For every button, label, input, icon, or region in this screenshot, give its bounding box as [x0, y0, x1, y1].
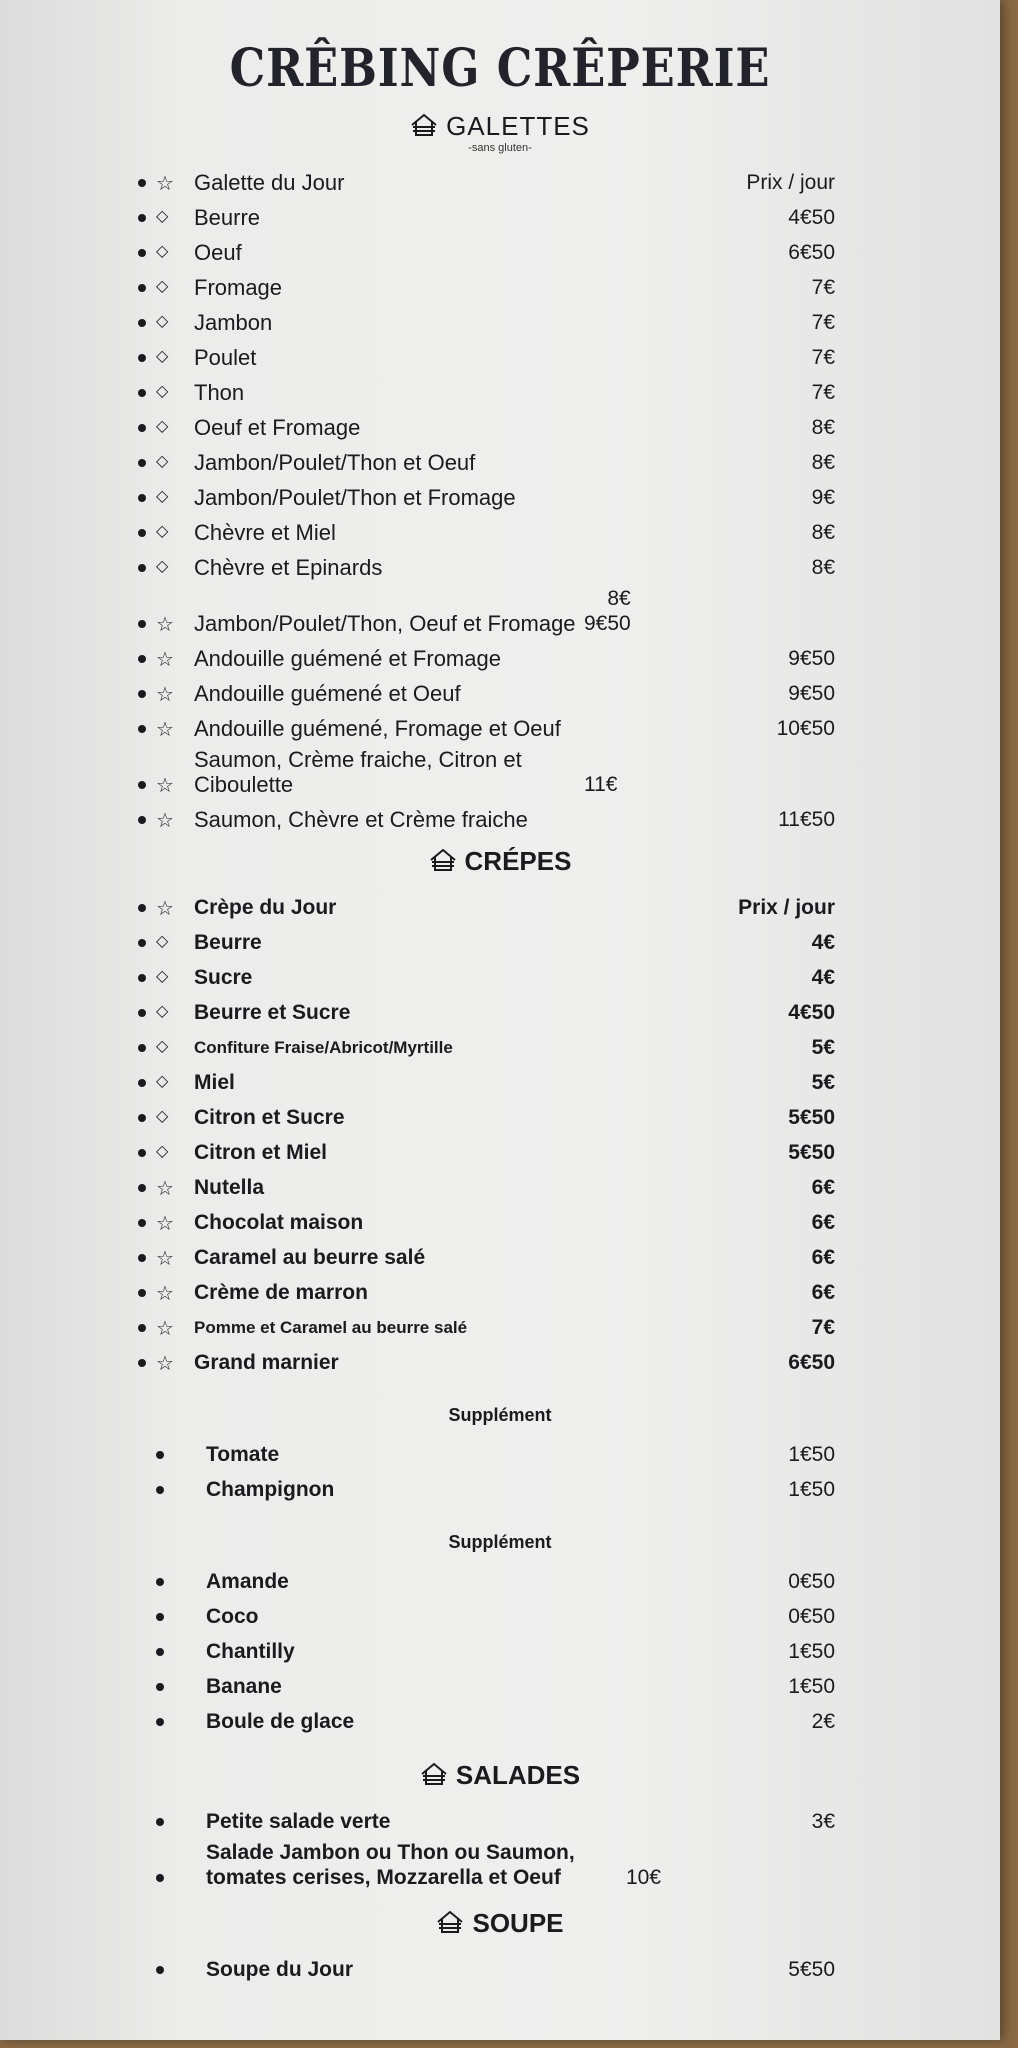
star-icon: ☆ [156, 1176, 174, 1200]
menu-item-label: Boule de glace [206, 1710, 355, 1733]
menu-item-price: 1€50 [788, 1675, 835, 1698]
menu-item-label: Beurre [194, 205, 261, 230]
menu-item [0, 1029, 835, 1064]
menu-item [0, 164, 835, 199]
menu-item [0, 924, 835, 959]
soupe-heading [0, 1908, 1000, 1941]
diamond-icon: ◇ [156, 521, 169, 540]
bullet-icon [138, 214, 146, 222]
star-icon: ☆ [156, 647, 174, 671]
menu-item [0, 745, 835, 801]
menu-item-label: Chèvre et Epinards [194, 555, 383, 580]
menu-item [0, 994, 835, 1029]
diamond-icon: ◇ [156, 1141, 169, 1160]
house-icon [420, 1762, 448, 1793]
menu-item-label: Saumon, Chèvre et Crème fraiche [194, 807, 528, 832]
bullet-icon [138, 564, 146, 572]
house-icon [436, 1910, 464, 1941]
star-icon: ☆ [156, 1281, 174, 1305]
star-icon: ☆ [156, 773, 174, 797]
diamond-icon: ◇ [156, 931, 169, 950]
salades-list [0, 1803, 1000, 1894]
bullet-icon [138, 939, 146, 947]
star-icon: ☆ [156, 612, 174, 636]
menu-item [0, 1204, 835, 1239]
menu-item-label: Oeuf et Fromage [194, 415, 361, 440]
menu-item-price: 4€ [811, 966, 835, 989]
star-icon: ☆ [156, 717, 174, 741]
bullet-icon [138, 354, 146, 362]
menu-item-label: Miel [194, 1071, 235, 1094]
menu-item-label: Saumon, Crème fraiche, Citron et Ciboulette [194, 747, 522, 797]
menu-item [0, 199, 835, 234]
menu-item-label: Confiture Fraise/Abricot/Myrtille [194, 1038, 453, 1057]
diamond-icon: ◇ [156, 346, 169, 365]
menu-item-label: Beurre [194, 931, 262, 954]
menu-item-price: 9€50 [788, 647, 835, 670]
diamond-icon: ◇ [156, 381, 169, 400]
menu-item-label: Andouille guémené et Oeuf [194, 681, 461, 706]
menu-item-label: Andouille guémené, Fromage et Oeuf [194, 716, 561, 741]
bullet-icon [138, 424, 146, 432]
menu-item-price: 0€50 [788, 1605, 835, 1628]
bullet-icon [156, 1578, 164, 1586]
house-icon [429, 848, 457, 879]
menu-item [0, 889, 835, 924]
menu-item [0, 1436, 835, 1471]
menu-item-price: 8€ [811, 521, 835, 544]
salades-heading-label: SALADES [455, 1760, 581, 1790]
diamond-icon: ◇ [156, 206, 169, 225]
menu-item-label: Petite salade verte [206, 1810, 391, 1833]
diamond-icon: ◇ [156, 416, 169, 435]
menu-item-price: 8€ [811, 416, 835, 439]
menu-item-label: Crème de marron [194, 1281, 368, 1304]
supplement-savory-list [0, 1436, 1000, 1506]
menu-item-price: 10€ [626, 1866, 662, 1889]
menu-item-label: Banane [206, 1675, 282, 1698]
bullet-icon [138, 1079, 146, 1087]
bullet-icon [138, 1009, 146, 1017]
menu-item-price: 5€50 [788, 1958, 835, 1981]
menu-item [0, 1803, 835, 1838]
bullet-icon [138, 529, 146, 537]
galettes-heading-label: GALETTES [446, 111, 590, 141]
menu-item-label: Jambon/Poulet/Thon et Oeuf [194, 450, 476, 475]
menu-item-price: 7€ [811, 1316, 835, 1339]
bullet-icon [156, 1718, 164, 1726]
bullet-icon [138, 1359, 146, 1367]
diamond-icon: ◇ [156, 966, 169, 985]
crepes-heading-label: CRÉPES [464, 846, 572, 876]
bullet-icon [138, 974, 146, 982]
bullet-icon [138, 284, 146, 292]
menu-item [0, 801, 835, 836]
bullet-icon [138, 1254, 146, 1262]
star-icon: ☆ [156, 1211, 174, 1235]
menu-item [0, 339, 835, 374]
menu-item [0, 549, 835, 584]
menu-item [0, 1838, 835, 1894]
menu-item-price: 7€ [811, 381, 835, 404]
menu-item-price: Prix / jour [746, 171, 835, 194]
menu-item-label: Salade Jambon ou Thon ou Saumon, tomates cerises, Mozzarella et Oeuf [206, 1841, 575, 1889]
menu-item [0, 479, 835, 514]
menu-item-label: Beurre et Sucre [194, 1001, 351, 1024]
diamond-icon: ◇ [156, 486, 169, 505]
star-icon: ☆ [156, 808, 174, 832]
star-icon: ☆ [156, 1316, 174, 1340]
menu-item-price: 9€50 [788, 682, 835, 705]
menu-item-label: Amande [206, 1570, 289, 1593]
bullet-icon [156, 1613, 164, 1621]
bullet-icon [156, 1966, 164, 1974]
menu-item-price: 7€ [811, 276, 835, 299]
menu-item-price: 1€50 [788, 1640, 835, 1663]
menu-item [0, 1668, 835, 1703]
menu-item-label: Soupe du Jour [206, 1958, 353, 1981]
menu-item-price: 1€50 [788, 1443, 835, 1466]
menu-item [0, 1134, 835, 1169]
menu-item-label: Andouille guémené et Fromage [194, 646, 501, 671]
diamond-icon: ◇ [156, 1036, 169, 1055]
menu-item-label: Chantilly [206, 1640, 295, 1663]
menu-item [0, 1099, 835, 1134]
galettes-subtitle: -sans gluten- [468, 142, 532, 154]
menu-item-label: Nutella [194, 1176, 265, 1199]
menu-item-price: 5€ [811, 1036, 835, 1059]
star-icon: ☆ [156, 896, 174, 920]
bullet-icon [138, 389, 146, 397]
menu-item-label: Caramel au beurre salé [194, 1246, 426, 1269]
bullet-icon [156, 1451, 164, 1459]
crepes-heading [0, 846, 1000, 879]
menu-item [0, 514, 835, 549]
menu-item-price: 2€ [811, 1710, 835, 1733]
menu-item-price: Prix / jour [738, 896, 835, 919]
bullet-icon [138, 620, 146, 628]
menu-item [0, 1471, 835, 1506]
bullet-icon [138, 1184, 146, 1192]
bullet-icon [138, 1044, 146, 1052]
menu-item-price: 8€ [811, 451, 835, 474]
diamond-icon: ◇ [156, 241, 169, 260]
star-icon: ☆ [156, 682, 174, 706]
menu-item-label: Champignon [206, 1478, 335, 1501]
menu-item [0, 1951, 835, 1986]
menu-item-label: Oeuf [194, 240, 242, 265]
menu-item-price: 10€50 [776, 717, 835, 740]
bullet-icon [138, 1114, 146, 1122]
bullet-icon [138, 459, 146, 467]
menu-item-price: 6€ [811, 1176, 835, 1199]
menu-item-label: Poulet [194, 345, 257, 370]
supplement-heading-sweet: Supplément [448, 1532, 552, 1552]
menu-item [0, 1169, 835, 1204]
menu-item-price: 6€ [811, 1281, 835, 1304]
menu-item-label: Jambon/Poulet/Thon, Oeuf et Fromage [194, 611, 576, 636]
menu-item [0, 1064, 835, 1099]
menu-item [0, 584, 835, 640]
menu-item-label: Jambon/Poulet/Thon et Fromage [194, 485, 516, 510]
star-icon: ☆ [156, 171, 174, 195]
menu-item-label: Coco [206, 1605, 259, 1628]
menu-item-price: 3€ [811, 1810, 835, 1833]
menu-item [0, 1344, 835, 1379]
menu-item-price: 7€ [811, 311, 835, 334]
diamond-icon: ◇ [156, 311, 169, 330]
menu-item-label: Sucre [194, 966, 253, 989]
bullet-icon [138, 1149, 146, 1157]
bullet-icon [156, 1874, 164, 1882]
bullet-icon [138, 249, 146, 257]
menu-item [0, 1239, 835, 1274]
menu-item-price: 11€50 [778, 808, 835, 831]
diamond-icon: ◇ [156, 1001, 169, 1020]
bullet-icon [138, 781, 146, 789]
menu-item-price: 7€ [811, 346, 835, 369]
bullet-icon [156, 1648, 164, 1656]
bullet-icon [138, 725, 146, 733]
supplement-heading-savory: Supplément [448, 1405, 552, 1425]
menu-item [0, 1703, 835, 1738]
menu-item-label: Citron et Miel [194, 1141, 328, 1164]
galettes-list [0, 164, 1000, 836]
supplement-sweet-list [0, 1563, 1000, 1738]
menu-item-price: 11€ [584, 773, 618, 796]
menu-item-price: 6€ [811, 1246, 835, 1269]
menu-item-label: Jambon [194, 310, 273, 335]
bullet-icon [138, 1219, 146, 1227]
menu-item-label: Pomme et Caramel au beurre salé [194, 1318, 468, 1337]
bullet-icon [138, 1324, 146, 1332]
menu-item-label: Crèpe du Jour [194, 896, 337, 919]
menu-item [0, 269, 835, 304]
menu-item-price: 5€50 [788, 1141, 835, 1164]
bullet-icon [138, 690, 146, 698]
bullet-icon [138, 179, 146, 187]
menu-item [0, 959, 835, 994]
menu-item [0, 374, 835, 409]
menu-item [0, 1598, 835, 1633]
bullet-icon [156, 1486, 164, 1494]
menu-item-price: 4€50 [788, 1001, 835, 1024]
menu-item-label: Fromage [194, 275, 283, 300]
menu-item-label: Galette du Jour [194, 170, 345, 195]
menu-item-label: Tomate [206, 1443, 280, 1466]
menu-item-price: 6€50 [788, 1351, 835, 1374]
menu-item-price: 8€ [811, 556, 835, 579]
menu-item-price: 5€ [811, 1071, 835, 1094]
star-icon: ☆ [156, 1351, 174, 1375]
menu-item [0, 1274, 835, 1309]
galettes-heading [0, 111, 1000, 144]
menu-item-price: 4€ [811, 931, 835, 954]
bullet-icon [138, 1289, 146, 1297]
menu-item [0, 710, 835, 745]
menu-item-label: Grand marnier [194, 1351, 339, 1374]
salades-heading [0, 1760, 1000, 1793]
bullet-icon [156, 1683, 164, 1691]
house-icon [410, 113, 438, 144]
menu-item [0, 444, 835, 479]
menu-item-price: 5€50 [788, 1106, 835, 1129]
menu-item-price: 6€ [811, 1211, 835, 1234]
menu-item-price: 0€50 [788, 1570, 835, 1593]
menu-item-label: Chèvre et Miel [194, 520, 336, 545]
menu-item-price: 9€ [811, 486, 835, 509]
menu-item [0, 675, 835, 710]
menu-item [0, 234, 835, 269]
diamond-icon: ◇ [156, 451, 169, 470]
menu-item-label: Citron et Sucre [194, 1106, 345, 1129]
bullet-icon [138, 904, 146, 912]
menu-item [0, 1563, 835, 1598]
crepes-list [0, 889, 1000, 1379]
menu-item [0, 409, 835, 444]
diamond-icon: ◇ [156, 1071, 169, 1090]
menu-item [0, 640, 835, 675]
bullet-icon [138, 494, 146, 502]
bullet-icon [156, 1818, 164, 1826]
menu-item-label: Chocolat maison [194, 1211, 364, 1234]
menu-item [0, 304, 835, 339]
menu-item-price: 6€50 [788, 241, 835, 264]
menu-item [0, 1633, 835, 1668]
menu-item-price: 4€50 [788, 206, 835, 229]
menu-item [0, 1309, 835, 1344]
diamond-icon: ◇ [156, 276, 169, 295]
soupe-list [0, 1951, 1000, 1986]
menu-item-price: 1€50 [788, 1478, 835, 1501]
menu-item-price: 8€ 9€50 [584, 587, 631, 635]
diamond-icon: ◇ [156, 1106, 169, 1125]
restaurant-title: CRÊBING CRÊPERIE [229, 38, 771, 99]
menu-item-label: Thon [194, 380, 245, 405]
diamond-icon: ◇ [156, 556, 169, 575]
bullet-icon [138, 319, 146, 327]
bullet-icon [138, 655, 146, 663]
star-icon: ☆ [156, 1246, 174, 1270]
soupe-heading-label: SOUPE [472, 1908, 564, 1938]
bullet-icon [138, 816, 146, 824]
